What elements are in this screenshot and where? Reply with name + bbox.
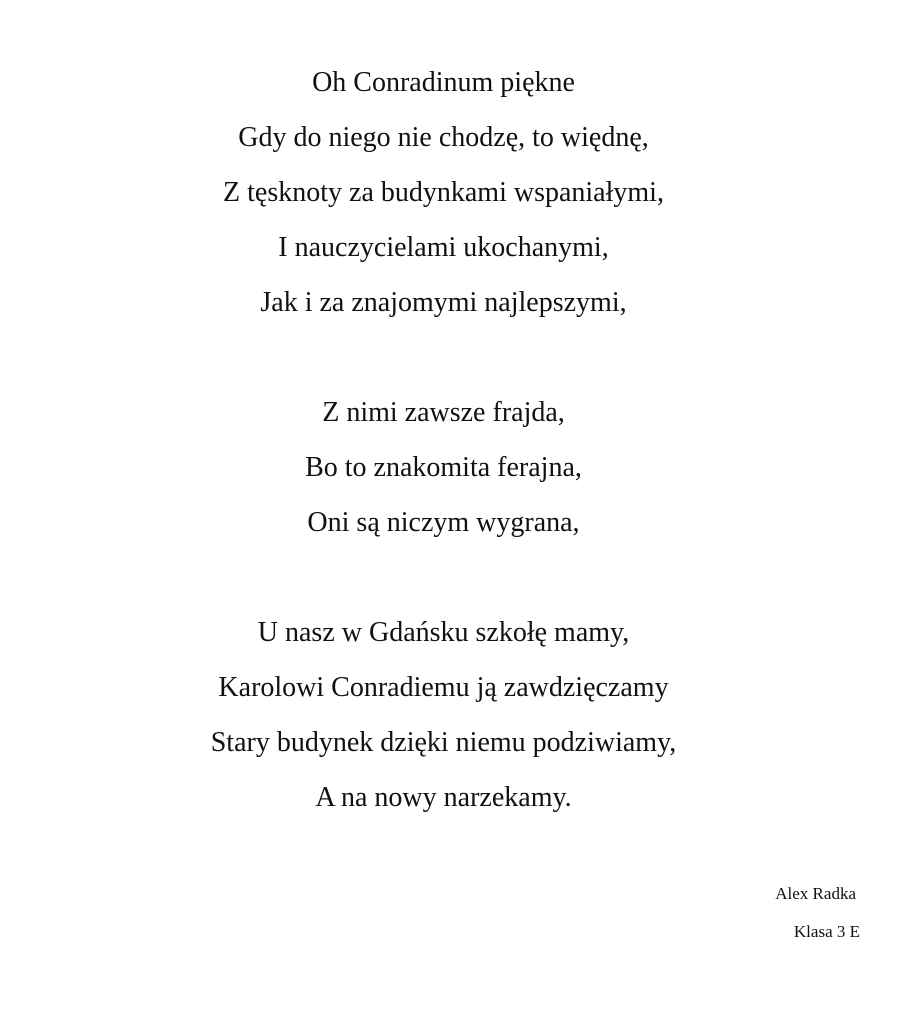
poem-line: A na nowy narzekamy.: [315, 782, 572, 813]
poem-line: Stary budynek dzięki niemu podziwiamy,: [210, 727, 677, 758]
poem-line: Karolowi Conradiemu ją zawdzięczamy: [218, 672, 669, 703]
poem: [0, 55, 887, 825]
poem-line: Jak i za znajomymi najlepszymi,: [260, 287, 627, 318]
poem-line: Bo to znakomita ferajna,: [305, 452, 582, 483]
poem-line: Z nimi zawsze frajda,: [322, 397, 565, 428]
signature-block: [775, 884, 860, 942]
poem-line: Z tęsknoty za budynkami wspaniałymi,: [223, 177, 664, 208]
poem-line: Oni są niczym wygrana,: [307, 507, 580, 538]
poem-line: I nauczycielami ukochanymi,: [278, 232, 609, 263]
poem-stanza-1: [0, 55, 887, 330]
poem-line: Gdy do niego nie chodzę, to więdnę,: [238, 122, 649, 153]
poem-line: Oh Conradinum piękne: [312, 67, 575, 98]
class-label: Klasa 3 E: [793, 922, 860, 941]
poem-line: U nasz w Gdańsku szkołę mamy,: [257, 617, 630, 648]
poem-stanza-2: [0, 385, 887, 550]
author-name: Alex Radka: [775, 884, 856, 903]
poem-stanza-3: [0, 605, 887, 825]
